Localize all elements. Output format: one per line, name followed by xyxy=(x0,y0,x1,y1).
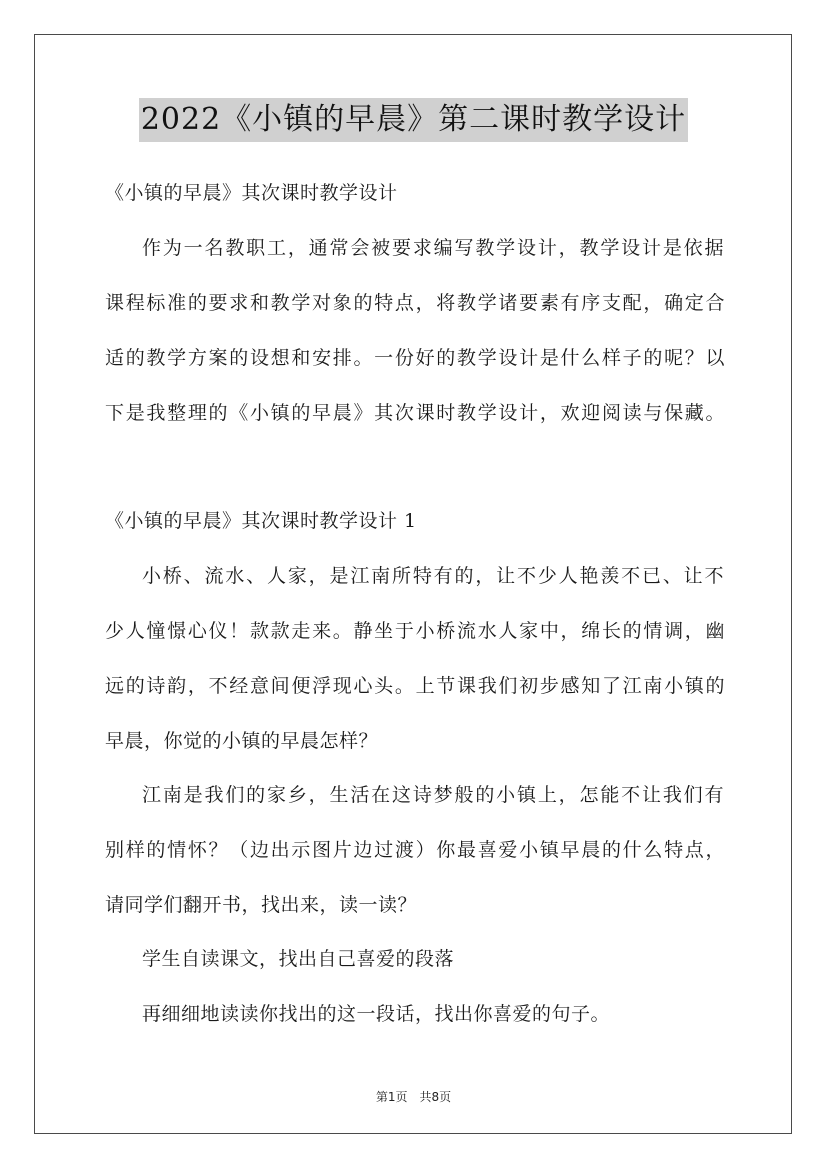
page-number: 第1页 共8页 xyxy=(375,1090,452,1104)
para1-line-1: 小桥、流水、人家，是江南所特有的，让不少人艳羡不已、让不 xyxy=(142,565,724,587)
para4-line: 再细细地读读你找出的这一段话，找出你喜爱的句子。 xyxy=(142,1003,611,1025)
para2-line-2: 别样的情怀？（边出示图片边过渡）你最喜爱小镇早晨的什么特点， xyxy=(105,839,725,861)
para3-line: 学生自读课文，找出自己喜爱的段落 xyxy=(142,948,455,970)
para2-line-1: 江南是我们的家乡，生活在这诗梦般的小镇上，怎能不让我们有 xyxy=(142,784,724,806)
para1-line-2: 少人憧憬心仪！款款走来。静坐于小桥流水人家中，绵长的情调，幽 xyxy=(105,620,725,642)
document-subtitle: 《小镇的早晨》其次课时教学设计 xyxy=(105,182,398,204)
intro-line-3: 适的教学方案的设想和安排。一份好的教学设计是什么样子的呢？以 xyxy=(105,347,725,369)
intro-line-4: 下是我整理的《小镇的早晨》其次课时教学设计，欢迎阅读与保藏。 xyxy=(105,402,725,424)
para1-line-4: 早晨，你觉的小镇的早晨怎样？ xyxy=(105,730,379,752)
intro-line-2: 课程标准的要求和教学对象的特点，将教学诸要素有序支配，确定合 xyxy=(105,292,725,314)
document-title: 2022《小镇的早晨》第二课时教学设计 xyxy=(139,98,688,142)
section-heading: 《小镇的早晨》其次课时教学设计 1 xyxy=(105,510,417,532)
intro-line-1: 作为一名教职工，通常会被要求编写教学设计，教学设计是依据 xyxy=(142,237,724,259)
para1-line-3: 远的诗韵，不经意间便浮现心头。上节课我们初步感知了江南小镇的 xyxy=(105,675,725,697)
para2-line-3: 请同学们翻开书，找出来，读一读？ xyxy=(105,894,418,916)
title-wrap xyxy=(0,98,827,142)
